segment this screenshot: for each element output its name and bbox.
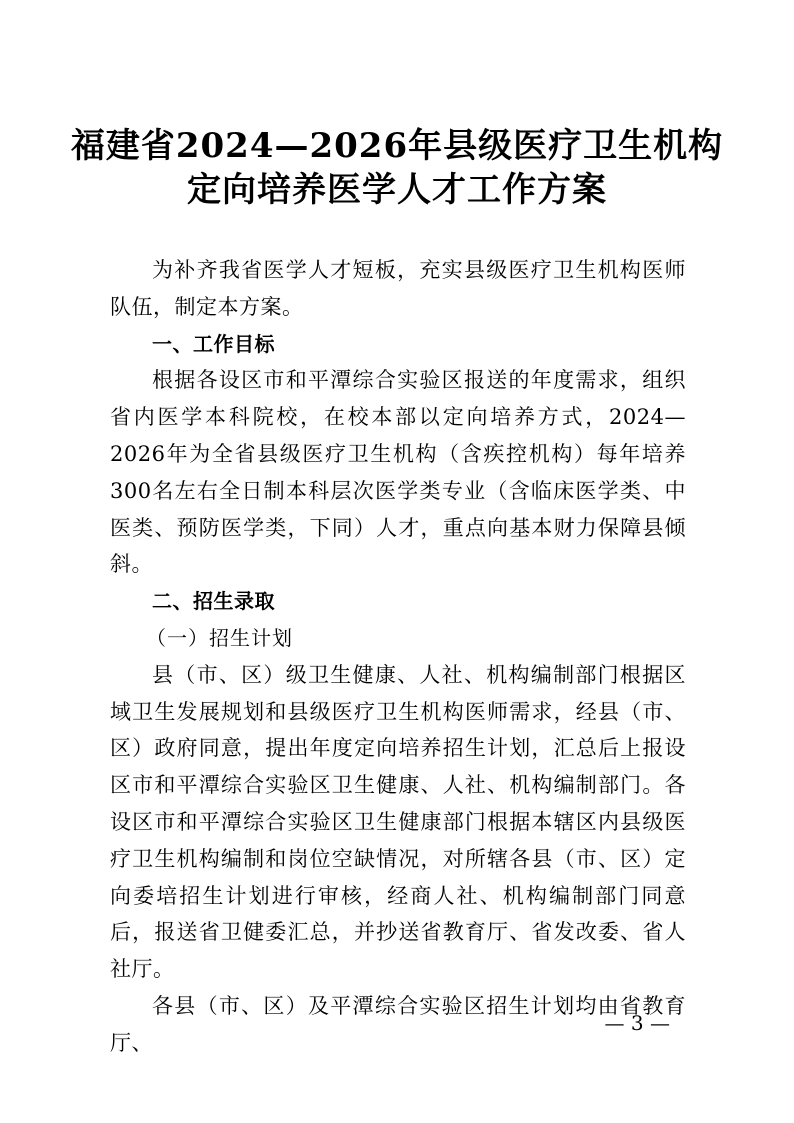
enrollment-plan-paragraph: 县（市、区）级卫生健康、人社、机构编制部门根据区域卫生发展规划和县级医疗卫生机构医师需求，经县（市、区）政府同意，提出年度定向培养招生计划，汇总后上报设区市和平潭综合实验区卫生健康、人社、机构编制部门。各设区市和平潭综合实验区卫生健康部门根据本辖区内县级医疗卫生机构编制和岗位空缺情况，对所辖各县（市、区）定向委培招生计划进行审核，经商人社、机构编制部门同意后，报送省卫健委汇总，并抄送省教育厅、省发改委、省人社厅。 [110,662,686,982]
document-body [110,252,686,1062]
document-title-line-1: 福建省2024—2026年县级医疗卫生机构 [70,126,724,166]
enrollment-plan-paragraph-continued: 各县（市、区）及平潭综合实验区招生计划均由省教育厅、 [110,993,686,1055]
document-title-line-2: 定向培养医学人才工作方案 [187,170,607,210]
section-heading-enrollment: 二、招生录取 [152,589,275,614]
intro-paragraph: 为补齐我省医学人才短板，充实县级医疗卫生机构医师队伍，制定本方案。 [110,258,686,319]
page-number: — 3 — [604,1011,670,1035]
section-heading-goals: 一、工作目标 [152,331,275,356]
goals-paragraph: 根据各设区市和平潭综合实验区报送的年度需求，组织省内医学本科院校，在校本部以定向培养方式，2024—2026年为全省县级医疗卫生机构（含疾控机构）每年培养300名左右全日制本科层次医学类专业（含临床医学类、中医类、预防医学类，下同）人才，重点向基本财力保障县倾斜。 [110,368,686,577]
subsection-heading-enrollment-plan: （一）招生计划 [146,625,293,650]
